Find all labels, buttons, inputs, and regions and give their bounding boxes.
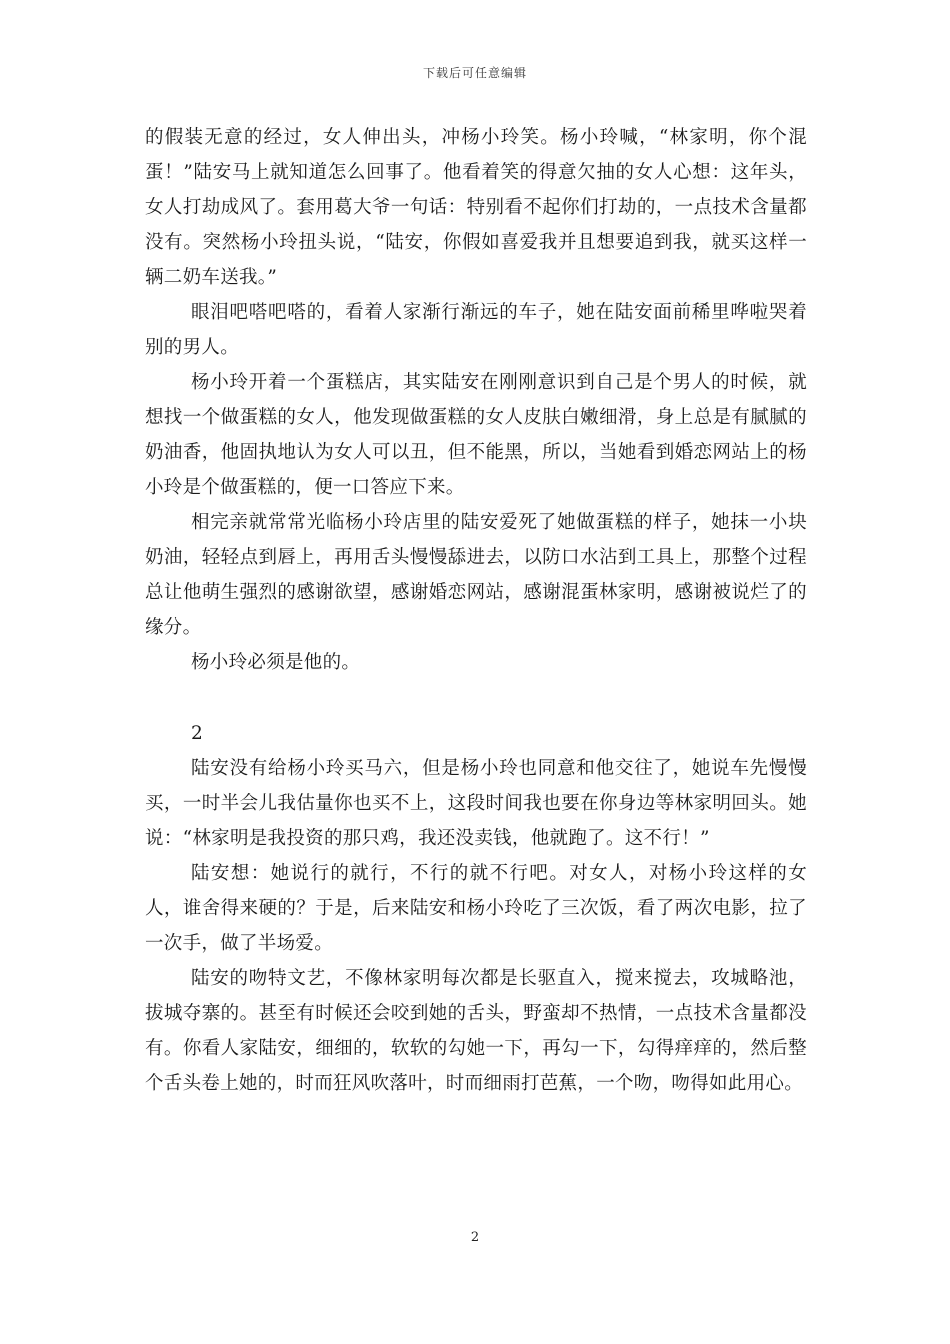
section-number: 2 xyxy=(191,723,203,744)
paragraph: 陆安想：她说行的就行，不行的就不行吧。对女人，对杨小玲这样的女人，谁舍得来硬的？于是，后来陆安和杨小玲吃了三次饭，看了两次电影，拉了一次手，做了半场爱。 xyxy=(145,863,807,954)
paragraph-continuation: 的假装无意的经过，女人伸出头，冲杨小玲笑。杨小玲喊，“林家明，你个混蛋！”陆安马上就知道怎么回事了。他看着笑的得意欠抽的女人心想：这年头，女人打劫成风了。套用葛大爷一句话：特别看不起你们打劫的，一点技术含量都没有。突然杨小玲扭头说，“陆安，你假如喜爱我并且想要追到我，就买这样一辆二奶车送我。” xyxy=(145,127,807,288)
page-header: 下载后可任意编辑 xyxy=(422,66,527,80)
paragraph: 杨小玲开着一个蛋糕店，其实陆安在刚刚意识到自己是个男人的时候，就想找一个做蛋糕的女人，他发现做蛋糕的女人皮肤白嫩细滑，身上总是有腻腻的奶油香，他固执地认为女人可以丑，但不能黑，所以，当她看到婚恋网站上的杨小玲是个做蛋糕的，便一口答应下来。 xyxy=(145,372,807,498)
document-body xyxy=(145,120,807,1101)
paragraph: 眼泪吧嗒吧嗒的，看着人家渐行渐远的车子，她在陆安面前稀里哗啦哭着别的男人。 xyxy=(145,302,807,358)
paragraph: 杨小玲必须是他的。 xyxy=(191,652,361,673)
paragraph: 相完亲就常常光临杨小玲店里的陆安爱死了她做蛋糕的样子，她抹一小块奶油，轻轻点到唇上，再用舌头慢慢舔进去，以防口水沾到工具上，那整个过程总让他萌生强烈的感谢欲望，感谢婚恋网站，感谢混蛋林家明，感谢被说烂了的缘分。 xyxy=(145,512,807,638)
paragraph: 陆安的吻特文艺，不像林家明每次都是长驱直入，搅来搅去，攻城略池，拔城夺寨的。甚至有时候还会咬到她的舌头，野蛮却不热情，一点技术含量都没有。你看人家陆安，细细的，软软的勾她一下，再勾一下，勾得痒痒的，然后整个舌头卷上她的，时而狂风吹落叶，时而细雨打芭蕉，一个吻，吻得如此用心。 xyxy=(145,968,807,1094)
paragraph: 陆安没有给杨小玲买马六，但是杨小玲也同意和他交往了，她说车先慢慢买，一时半会儿我估量你也买不上，这段时间我也要在你身边等林家明回头。她说：“林家明是我投资的那只鸡，我还没卖钱，他就跑了。这不行！” xyxy=(145,758,807,849)
page-number: 2 xyxy=(470,1230,480,1245)
